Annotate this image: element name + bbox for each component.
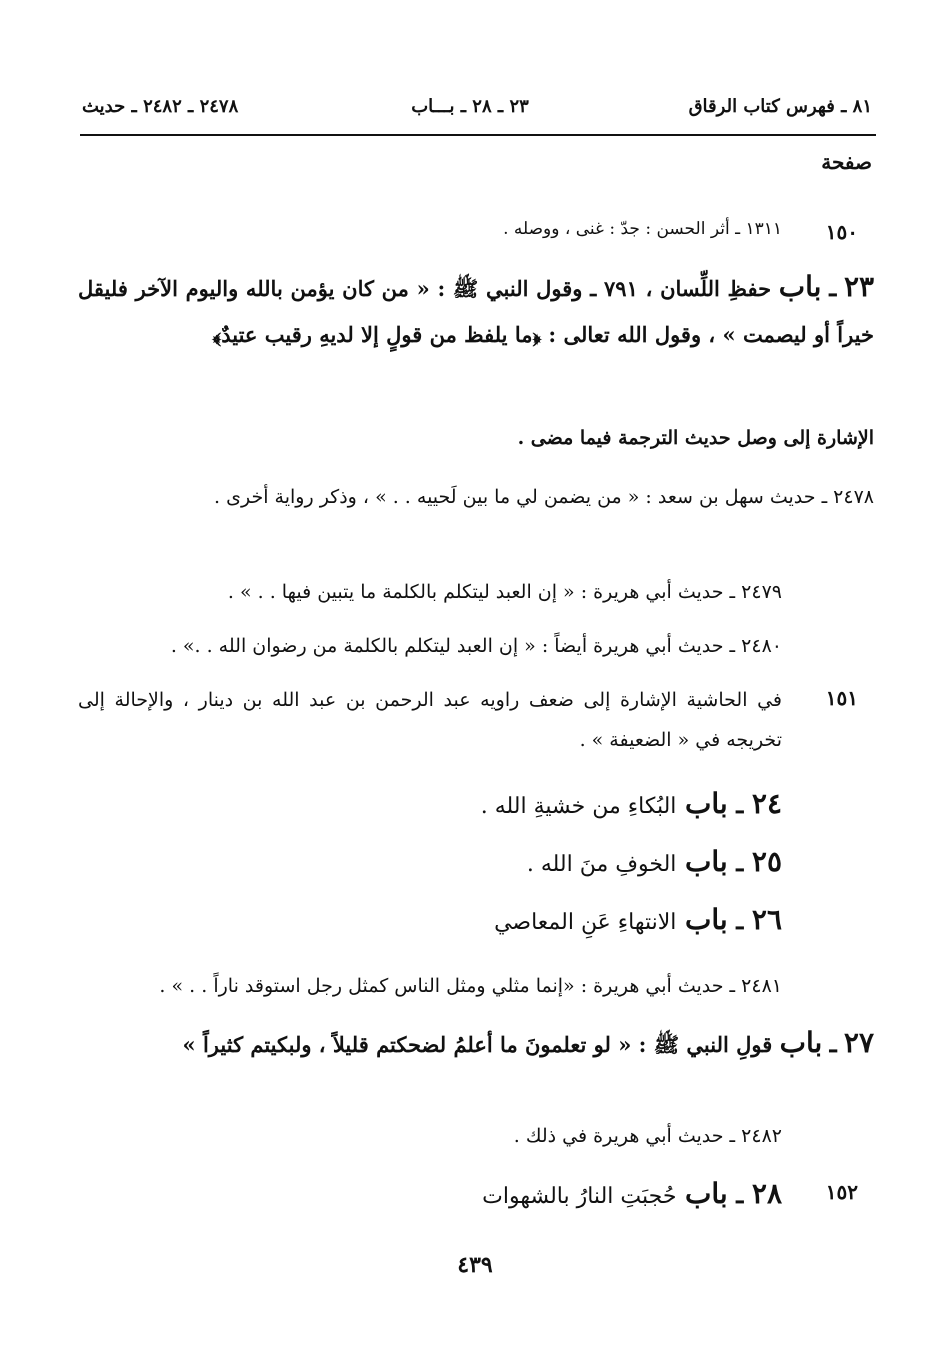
bab-26 xyxy=(78,892,782,951)
bab-26-word: باب xyxy=(685,903,728,936)
hashiya-note: في الحاشية الإشارة إلى ضعف راويه عبد الرحمن بن عبد الله بن دينار ، والإحالة إلى تخريجه في « الضعيفة » . xyxy=(78,689,782,751)
page-number-150: ١٥٠ xyxy=(825,220,858,244)
bab-23 xyxy=(78,264,874,358)
bab-26-separator: ـ xyxy=(736,906,744,935)
hadith-2478: ٢٤٧٨ ـ حديث سهل بن سعد : « من يضمن لي ما بين لَحييه . . » ، وذكر رواية أخرى . xyxy=(214,486,874,508)
running-header-center: ٢٣ ـ ٢٨ ـ بـــاب xyxy=(411,96,529,117)
bab-25-number: ٢٥ xyxy=(751,845,782,878)
bab-27 xyxy=(78,1020,874,1068)
bab-24 xyxy=(78,776,782,835)
page-number-151: ١٥١ xyxy=(825,686,858,710)
bab-26-number: ٢٦ xyxy=(751,903,782,936)
bab-24-text: البُكاءِ من خشيةِ الله . xyxy=(480,794,677,819)
bab-27-separator: ـ xyxy=(829,1029,837,1058)
bab-23-separator: ـ xyxy=(829,273,837,302)
bab-25-text: الخوفِ منَ الله . xyxy=(526,852,677,877)
page-column-title: صفحة xyxy=(821,150,872,174)
ishara-note: الإشارة إلى وصل حديث الترجمة فيما مضى . xyxy=(517,427,874,449)
bab-27-number: ٢٧ xyxy=(843,1026,874,1059)
hadith-2481: ٢٤٨١ ـ حديث أبي هريرة : «إنما مثلي ومثل الناس كمثل رجل استوقد ناراً . . » . xyxy=(159,975,782,997)
bab-26-text: الانتهاءِ عَنِ المعاصي xyxy=(494,910,677,935)
running-header-left: ٢٤٧٨ ـ ٢٤٨٢ ـ حديث xyxy=(82,96,239,117)
bab-27-text: قولِ النبي ﷺ : « لو تعلمونَ ما أعلمُ لضحكتم قليلاً ، ولبكيتم كثيراً » xyxy=(182,1032,773,1057)
hadith-2480: ٢٤٨٠ ـ حديث أبي هريرة أيضاً : « إن العبد ليتكلم بالكلمة من رضوان الله . .» . xyxy=(170,635,782,657)
bab-24-number: ٢٤ xyxy=(751,787,782,820)
hadith-2479: ٢٤٧٩ ـ حديث أبي هريرة : « إن العبد ليتكلم بالكلمة ما يتبين فيها . . » . xyxy=(227,581,782,603)
bab-24-separator: ـ xyxy=(736,790,744,819)
bab-28-text: حُجبَتِ النارُ بالشهوات xyxy=(482,1184,677,1209)
bab-28 xyxy=(78,1166,782,1225)
page-number-152: ١٥٢ xyxy=(825,1180,858,1204)
running-header-right: ٨١ ـ فهرس كتاب الرقاق xyxy=(688,96,872,117)
header-rule xyxy=(80,134,876,136)
bab-28-number: ٢٨ xyxy=(751,1177,782,1210)
bab-24-word: باب xyxy=(685,787,728,820)
bab-23-word: باب xyxy=(778,270,822,303)
folio-page-number: ٤٣٩ xyxy=(457,1252,493,1278)
bab-23-number: ٢٣ xyxy=(843,270,875,303)
bab-23-text: حفظِ اللِّسان ، ٧٩١ ـ وقول النبي ﷺ : « من كان يؤمن بالله واليوم الآخر فليقل خيراً أو ليصمت » ، وقول الله تعالى : ﴿ما يلفظ من قولٍ إلا لديهِ رقيب عتيدٌ﴾ xyxy=(78,276,874,347)
bab-27-word: باب xyxy=(779,1026,823,1059)
hadith-2482: ٢٤٨٢ ـ حديث أبي هريرة في ذلك . xyxy=(513,1125,782,1147)
bab-25-word: باب xyxy=(685,845,728,878)
bab-25 xyxy=(78,834,782,893)
bab-25-separator: ـ xyxy=(736,848,744,877)
bab-28-word: باب xyxy=(685,1177,728,1210)
bab-28-separator: ـ xyxy=(736,1180,744,1209)
athar-1311: ١٣١١ ـ أثر الحسن : جدّ : غنى ، ووصله . xyxy=(503,219,782,239)
